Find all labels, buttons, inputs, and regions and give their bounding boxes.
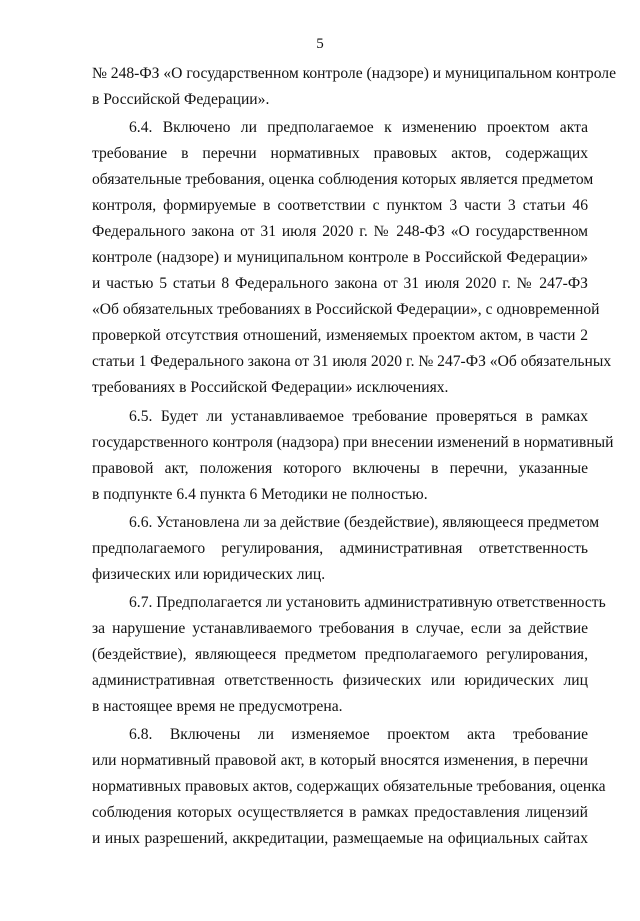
text-line: соблюдения которых осуществляется в рамках предоставления лицензий [92,804,588,821]
text-line: Федерального закона от 31 июля 2020 г. № 248-ФЗ «О государственном [92,223,588,240]
text-line: контроля, формируемые в соответствии с пунктом 3 части 3 статьи 46 [92,197,588,214]
text-line: (бездействие), являющееся предметом предполагаемого регулирования, [92,646,588,663]
text-line: в настоящее время не предусмотрена. [92,698,343,715]
text-line: и иных разрешений, аккредитации, размещаемые на официальных сайтах [92,830,588,847]
text-line: нормативных правовых актов, содержащих обязательные требования, оценка [92,778,606,795]
text-line: в Российской Федерации». [92,91,270,108]
text-line: за нарушение устанавливаемого требования в случае, если за действие [92,620,588,637]
text-line: проверкой отсутствия отношений, изменяемых проектом актом, в части 2 [92,327,588,344]
text-line: административная ответственность физических или юридических лиц [92,672,588,689]
paragraph-6-5-first-line: 6.5. Будет ли устанавливаемое требование проверяться в рамках [129,408,588,425]
text-line: правовой акт, положения которого включены в перечни, указанные [92,460,588,477]
text-line: № 248-ФЗ «О государственном контроле (надзоре) и муниципальном контроле [92,65,617,82]
page-number: 5 [316,36,324,52]
text-line: обязательные требования, оценка соблюдения которых является предметом [92,171,594,188]
text-line: государственного контроля (надзора) при внесении изменений в нормативный [92,434,614,451]
paragraph-6-7-first-line: 6.7. Предполагается ли установить административную ответственность [129,594,606,611]
paragraph-6-6-first-line: 6.6. Установлена ли за действие (бездействие), являющееся предметом [129,514,600,531]
text-line: требованиях в Российской Федерации» исключениях. [92,379,449,396]
text-line: или нормативный правовой акт, в который вносятся изменения, в перечни [92,752,588,769]
text-line: физических или юридических лиц. [92,566,326,583]
text-line: предполагаемого регулирования, административная ответственность [92,540,588,557]
paragraph-6-4-first-line: 6.4. Включено ли предполагаемое к изменению проектом акта [129,119,588,136]
text-line: статьи 1 Федерального закона от 31 июля 2020 г. № 247-ФЗ «Об обязательных [92,353,612,370]
text-line: в подпункте 6.4 пункта 6 Методики не полностью. [92,486,428,503]
text-line: «Об обязательных требованиях в Российской Федерации», с одновременной [92,301,600,318]
text-line: контроле (надзоре) и муниципальном контроле в Российской Федерации» [92,249,588,266]
text-line: и частью 5 статьи 8 Федерального закона от 31 июля 2020 г. № 247-ФЗ [92,275,588,292]
paragraph-6-8-first-line: 6.8. Включены ли изменяемое проектом акта требование [129,726,588,743]
text-line: требование в перечни нормативных правовых актов, содержащих [92,145,588,162]
